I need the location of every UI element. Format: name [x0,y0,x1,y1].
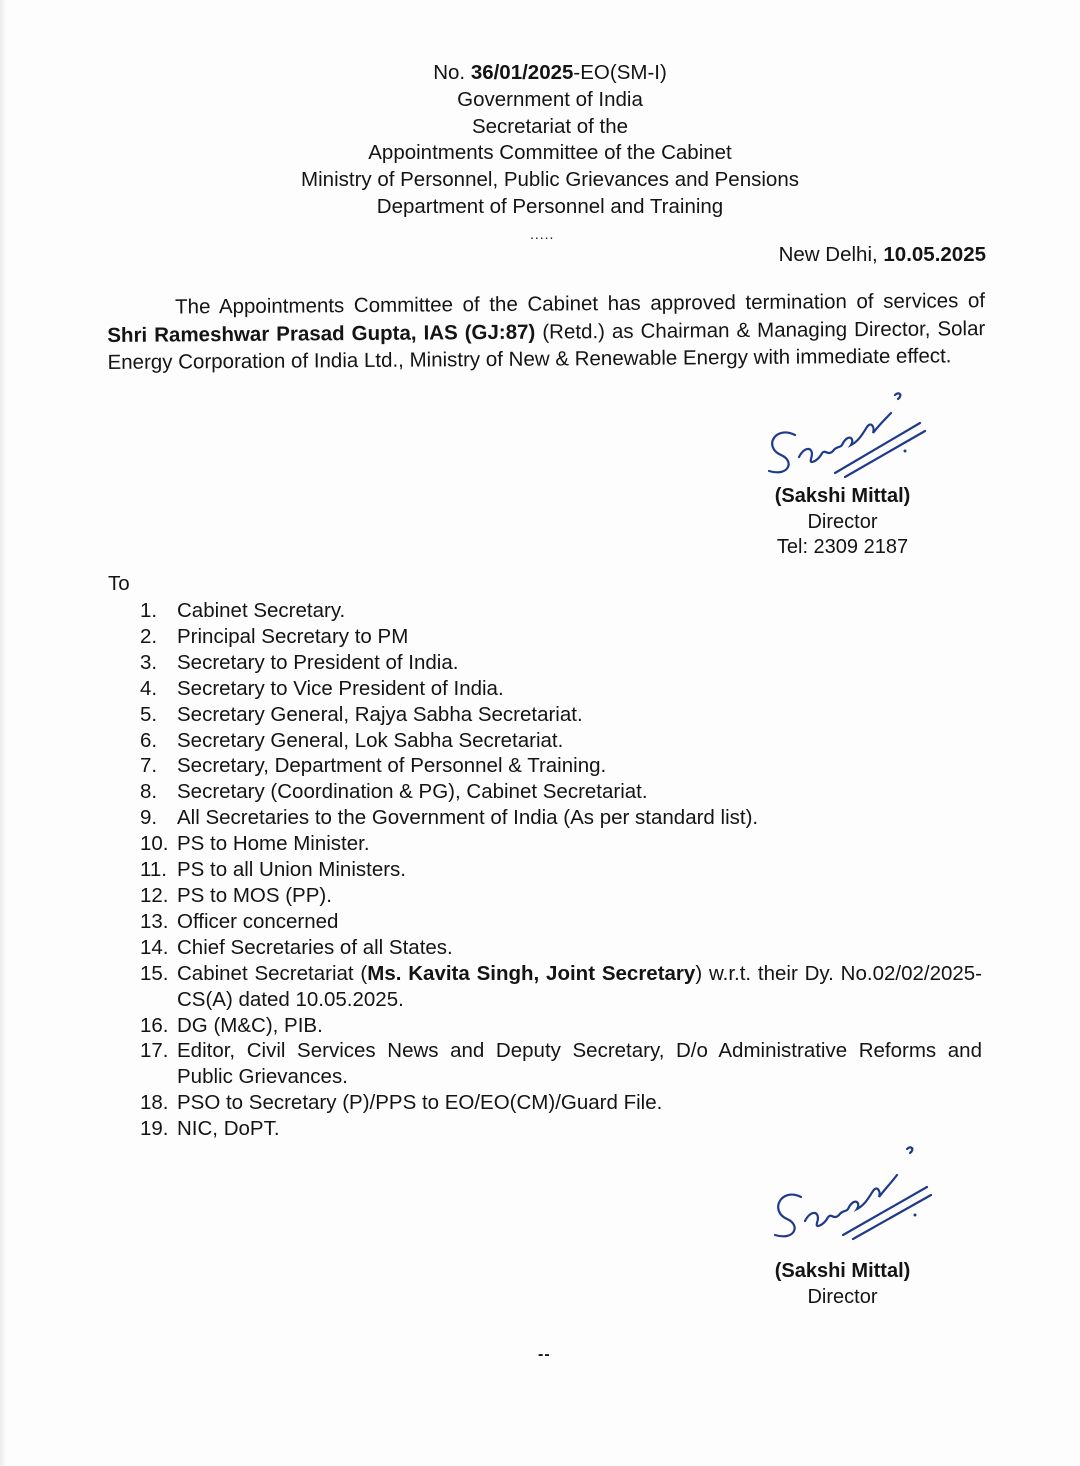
list-item: 3. Secretary to President of India. [140,650,459,674]
signatory-designation: Director [807,1285,878,1308]
list-item: 15. Cabinet Secretariat (Ms. Kavita Singh, Joint Secretary) w.r.t. their Dy. No.02/02/2025-CS(A) dated 10.05.2025. [140,961,983,1011]
header-separator: ..... [530,226,555,242]
list-item: 1. Cabinet Secretary. [140,599,346,622]
signature-icon [755,385,935,495]
signatory-designation: Director [807,510,878,533]
order-paragraph: The Appointments Committee of the Cabinet has approved termination of services of Shri Rameshwar Prasad Gupta, IAS (GJ:87) (Retd.) as Chairman & Managing Director, Solar Energy Corporation of India Ltd., Ministry of New & Renewable Energy with immediate effect. [107,289,986,374]
issue-date: 10.05.2025 [883,243,986,266]
letterhead-line: Ministry of Personnel, Public Grievances and Pensions [301,168,799,192]
list-item: 7. Secretary, Department of Personnel & Training. [140,754,607,778]
list-item: 19. NIC, DoPT. [140,1117,280,1141]
file-number: No. 36/01/2025-EO(SM-I) [433,61,667,84]
list-item: 5. Secretary General, Rajya Sabha Secretariat. [140,702,583,726]
signature-block-1 [750,484,935,561]
to-label: To [108,572,130,595]
letterhead-line: Appointments Committee of the Cabinet [368,141,732,165]
letterhead-line: Department of Personnel and Training [376,194,724,218]
signatory-phone: Tel: 2309 2187 [776,536,909,558]
footer-mark: -- [538,1346,551,1363]
list-item: 6. Secretary General, Lok Sabha Secretariat. [140,728,564,752]
joint-secretary-name: Ms. Kavita Singh, Joint Secretary [367,961,696,985]
list-item: 8. Secretary (Coordination & PG), Cabinet Secretariat. [140,780,648,804]
signatory-name: (Sakshi Mittal) [774,1260,911,1282]
list-item: 4. Secretary to Vice President of India. [140,676,504,700]
list-item: 10. PS to Home Minister. [140,832,370,856]
letterhead [250,60,850,221]
list-item: 14. Chief Secretaries of all States. [140,935,453,959]
signature-block-2 [750,1259,935,1310]
list-item: 18. PSO to Secretary (P)/PPS to EO/EO(CM)/Guard File. [140,1091,663,1115]
letterhead-line: Secretariat of the [471,114,629,138]
dateline: New Delhi, 10.05.2025 [778,243,986,266]
list-item: 13. Officer concerned [140,909,339,933]
list-item: 2. Principal Secretary to PM [140,624,409,648]
officer-name: Shri Rameshwar Prasad Gupta, IAS (GJ:87) [107,320,536,347]
list-item: 11. PS to all Union Ministers. [140,858,407,882]
signatory-name: (Sakshi Mittal) [774,485,911,507]
letterhead-line: Government of India [457,87,643,111]
list-item: 17. Editor, Civil Services News and Deputy Secretary, D/o Administrative Reforms and Public Grievances. [140,1039,982,1089]
scan-edge-shadow [0,0,6,1466]
list-item: 16. DG (M&C), PIB. [140,1013,323,1037]
distribution-list [140,598,982,1142]
signature-icon [765,1135,945,1255]
list-item: 9. All Secretaries to the Government of India (As per standard list). [140,806,759,830]
list-item: 12. PS to MOS (PP). [140,883,332,907]
